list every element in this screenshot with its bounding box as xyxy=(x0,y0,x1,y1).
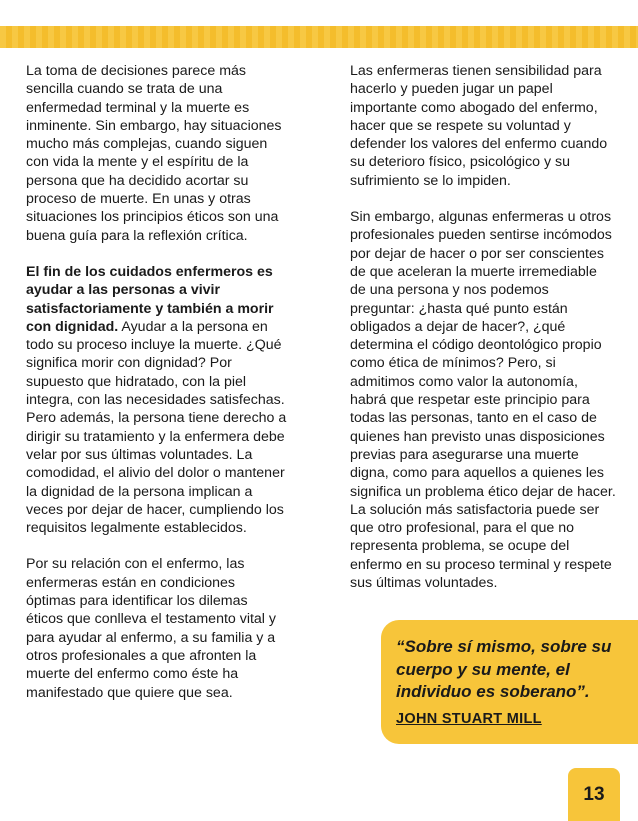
left-paragraph-2 xyxy=(26,263,288,537)
top-decorative-band xyxy=(0,26,638,48)
left-paragraph-1: La toma de decisiones parece más sencilla cuando se trata de una enfermedad terminal y la muerte es inminente. Sin embargo, hay situaciones mucho más complejas, cuando siguen con vida la mente y el espíritu de la persona que ha decidido acortar su proceso de muerte. En unas y otras situaciones los principios éticos son una buena guía para la reflexión crítica. xyxy=(26,63,282,244)
quote-author: JOHN STUART MILL xyxy=(396,711,542,727)
quote-text: “Sobre sí mismo, sobre su cuerpo y su mente, el individuo es soberano”. xyxy=(396,637,612,701)
right-paragraph-1: Las enfermeras tienen sensibilidad para hacerlo y pueden jugar un papel importante como abogado del enfermo, hacer que se respete su voluntad y defender los valores del enfermo cuando su deterioro físico, psicológico y su sufrimiento se lo impiden. xyxy=(350,63,608,189)
right-column xyxy=(350,62,616,610)
left-paragraph-2-text: Ayudar a la persona en todo su proceso incluye la muerte. ¿Qué significa morir con dignidad? Por supuesto que hidratado, con la piel integra, con las necesidades satisfechas. Pero además, la persona tiene derecho a dirigir su tratamiento y la enfermera debe velar por sus últimas voluntades. La comodidad, el alivio del dolor o mantener la dignidad de la persona implican a veces por dejar de hacer, cumpliendo los requisitos legalmente establecidos. xyxy=(26,318,287,537)
left-column xyxy=(26,62,288,720)
left-paragraph-3: Por su relación con el enfermo, las enfermeras están en condiciones óptimas para identificar los dilemas éticos que conlleva el testamento vital y para ayudar al enfermo, a su familia y a otros profesionales a que afronten la muerte del enfermo como éste ha manifestado que quiere que sea. xyxy=(26,556,276,701)
page-number: 13 xyxy=(583,784,605,805)
left-paragraph-2-bold: El fin de los cuidados enfermeros es ayudar a las personas a vivir satisfactoriamente y también a morir con dignidad. xyxy=(26,263,274,335)
right-paragraph-2: Sin embargo, algunas enfermeras u otros profesionales pueden sentirse incómodos por dejar de hacer o por ser conscientes de que aceleran la muerte irremediable de una persona y nos podemos preguntar: ¿hasta qué punto están obligados a dejar de hacer?, ¿qué determina el código deontológico propio como ética de mínimos? Pero, si admitimos como valor la autonomía, habrá que respetar este principio para todas las personas, tanto en el caso de quienes han previsto unas disposiciones previas para asegurarse una muerte digna, como para aquellos a quienes les significa un problema ético dejar de hacer. La solución más satisfactoria puede ser que otro profesional, para el que no representa problema, se ocupe del enfermo en su proceso terminal y respete sus últimas voluntades. xyxy=(350,209,616,592)
